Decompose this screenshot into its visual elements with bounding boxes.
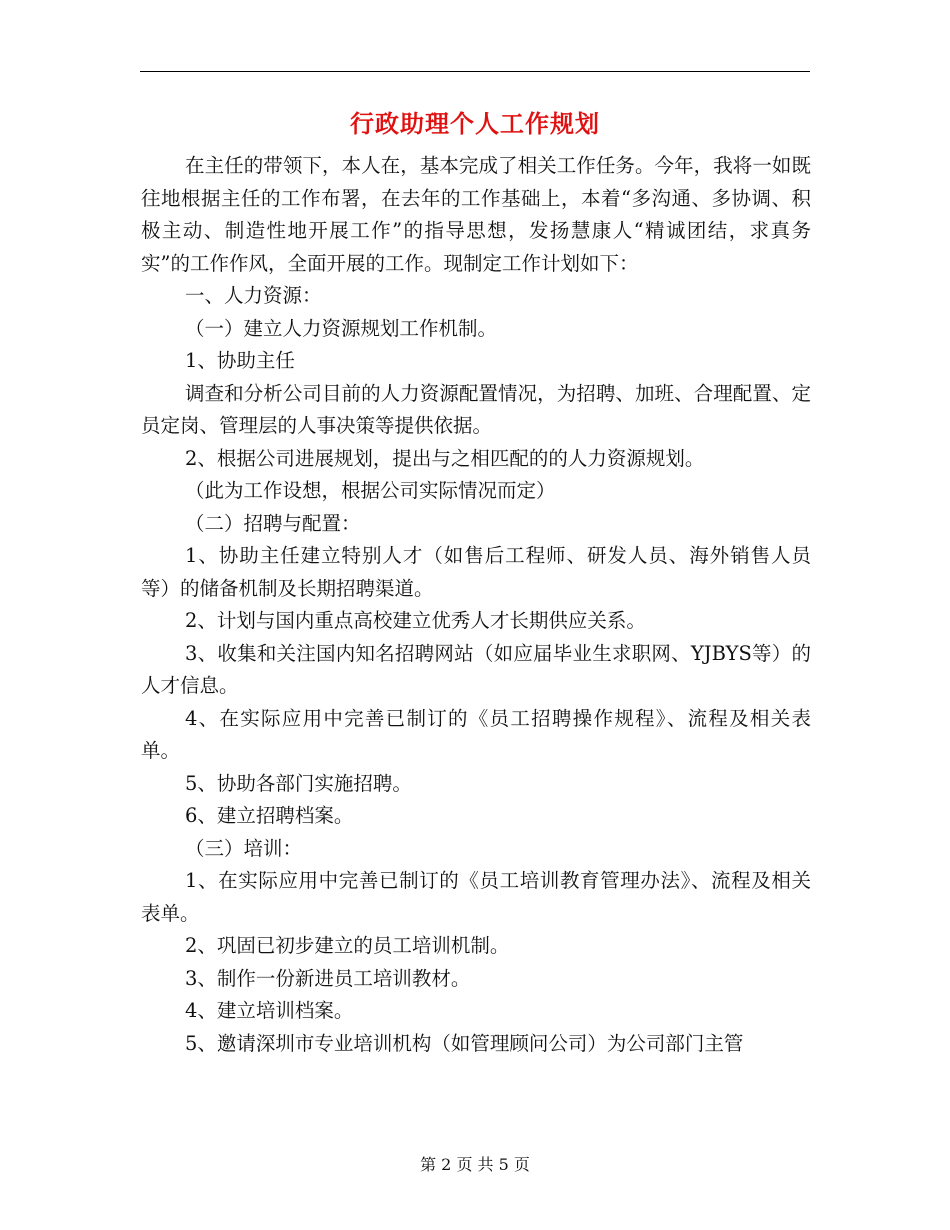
- list-item: 6、建立招聘档案。: [185, 804, 354, 827]
- list-item: 3、收集和关注国内知名招聘网站（如应届毕业生求职网、YJBYS等）的人才信息。: [141, 641, 811, 697]
- list-item: 2、计划与国内重点高校建立优秀人才长期供应关系。: [185, 609, 646, 632]
- note: （此为工作设想，根据公司实际情况而定）: [185, 479, 556, 502]
- list-item: 4、在实际应用中完善已制订的《员工招聘操作规程》、流程及相关表单。: [141, 706, 811, 762]
- list-item: 1、在实际应用中完善已制订的《员工培训教育管理办法》、流程及相关表单。: [141, 869, 811, 925]
- list-item: 4、建立培训档案。: [185, 999, 354, 1022]
- paragraph-intro: 在主任的带领下，本人在，基本完成了相关工作任务。今年，我将一如既往地根据主任的工作布署，在去年的工作基础上，本着“多沟通、多协调、积极主动、制造性地开展工作”的指导思想，发扬慧康人“精诚团结，求真务实”的工作作风，全面开展的工作。现制定工作计划如下：: [141, 154, 811, 275]
- list-item: 1、协助主任: [185, 349, 295, 372]
- subheading-hr-planning: （一）建立人力资源规划工作机制。: [185, 316, 498, 340]
- header-rule: [140, 71, 810, 72]
- heading-human-resources: 一、人力资源：: [185, 284, 322, 307]
- list-item: 2、根据公司进展规划，提出与之相匹配的的人力资源规划。: [185, 446, 705, 470]
- subheading-recruitment: （二）招聘与配置：: [185, 511, 361, 535]
- document-body: [141, 150, 811, 1060]
- list-item: 5、协助各部门实施招聘。: [185, 771, 412, 795]
- list-item: 1、协助主任建立特别人才（如售后工程师、研发人员、海外销售人员等）的储备机制及长期招聘渠道。: [141, 544, 811, 600]
- page-number: 第 2 页 共 5 页: [420, 1155, 530, 1174]
- list-item: 3、制作一份新进员工培训教材。: [185, 966, 471, 990]
- subheading-training: （三）培训：: [185, 836, 303, 860]
- list-item: 2、巩固已初步建立的员工培训机制。: [185, 934, 510, 957]
- list-item: 5、邀请深圳市专业培训机构（如管理顾问公司）为公司部门主管: [185, 1031, 744, 1055]
- paragraph: 调查和分析公司目前的人力资源配置情况，为招聘、加班、合理配置、定员定岗、管理层的人事决策等提供依据。: [141, 381, 811, 437]
- document-title: 行政助理个人工作规划: [350, 109, 600, 138]
